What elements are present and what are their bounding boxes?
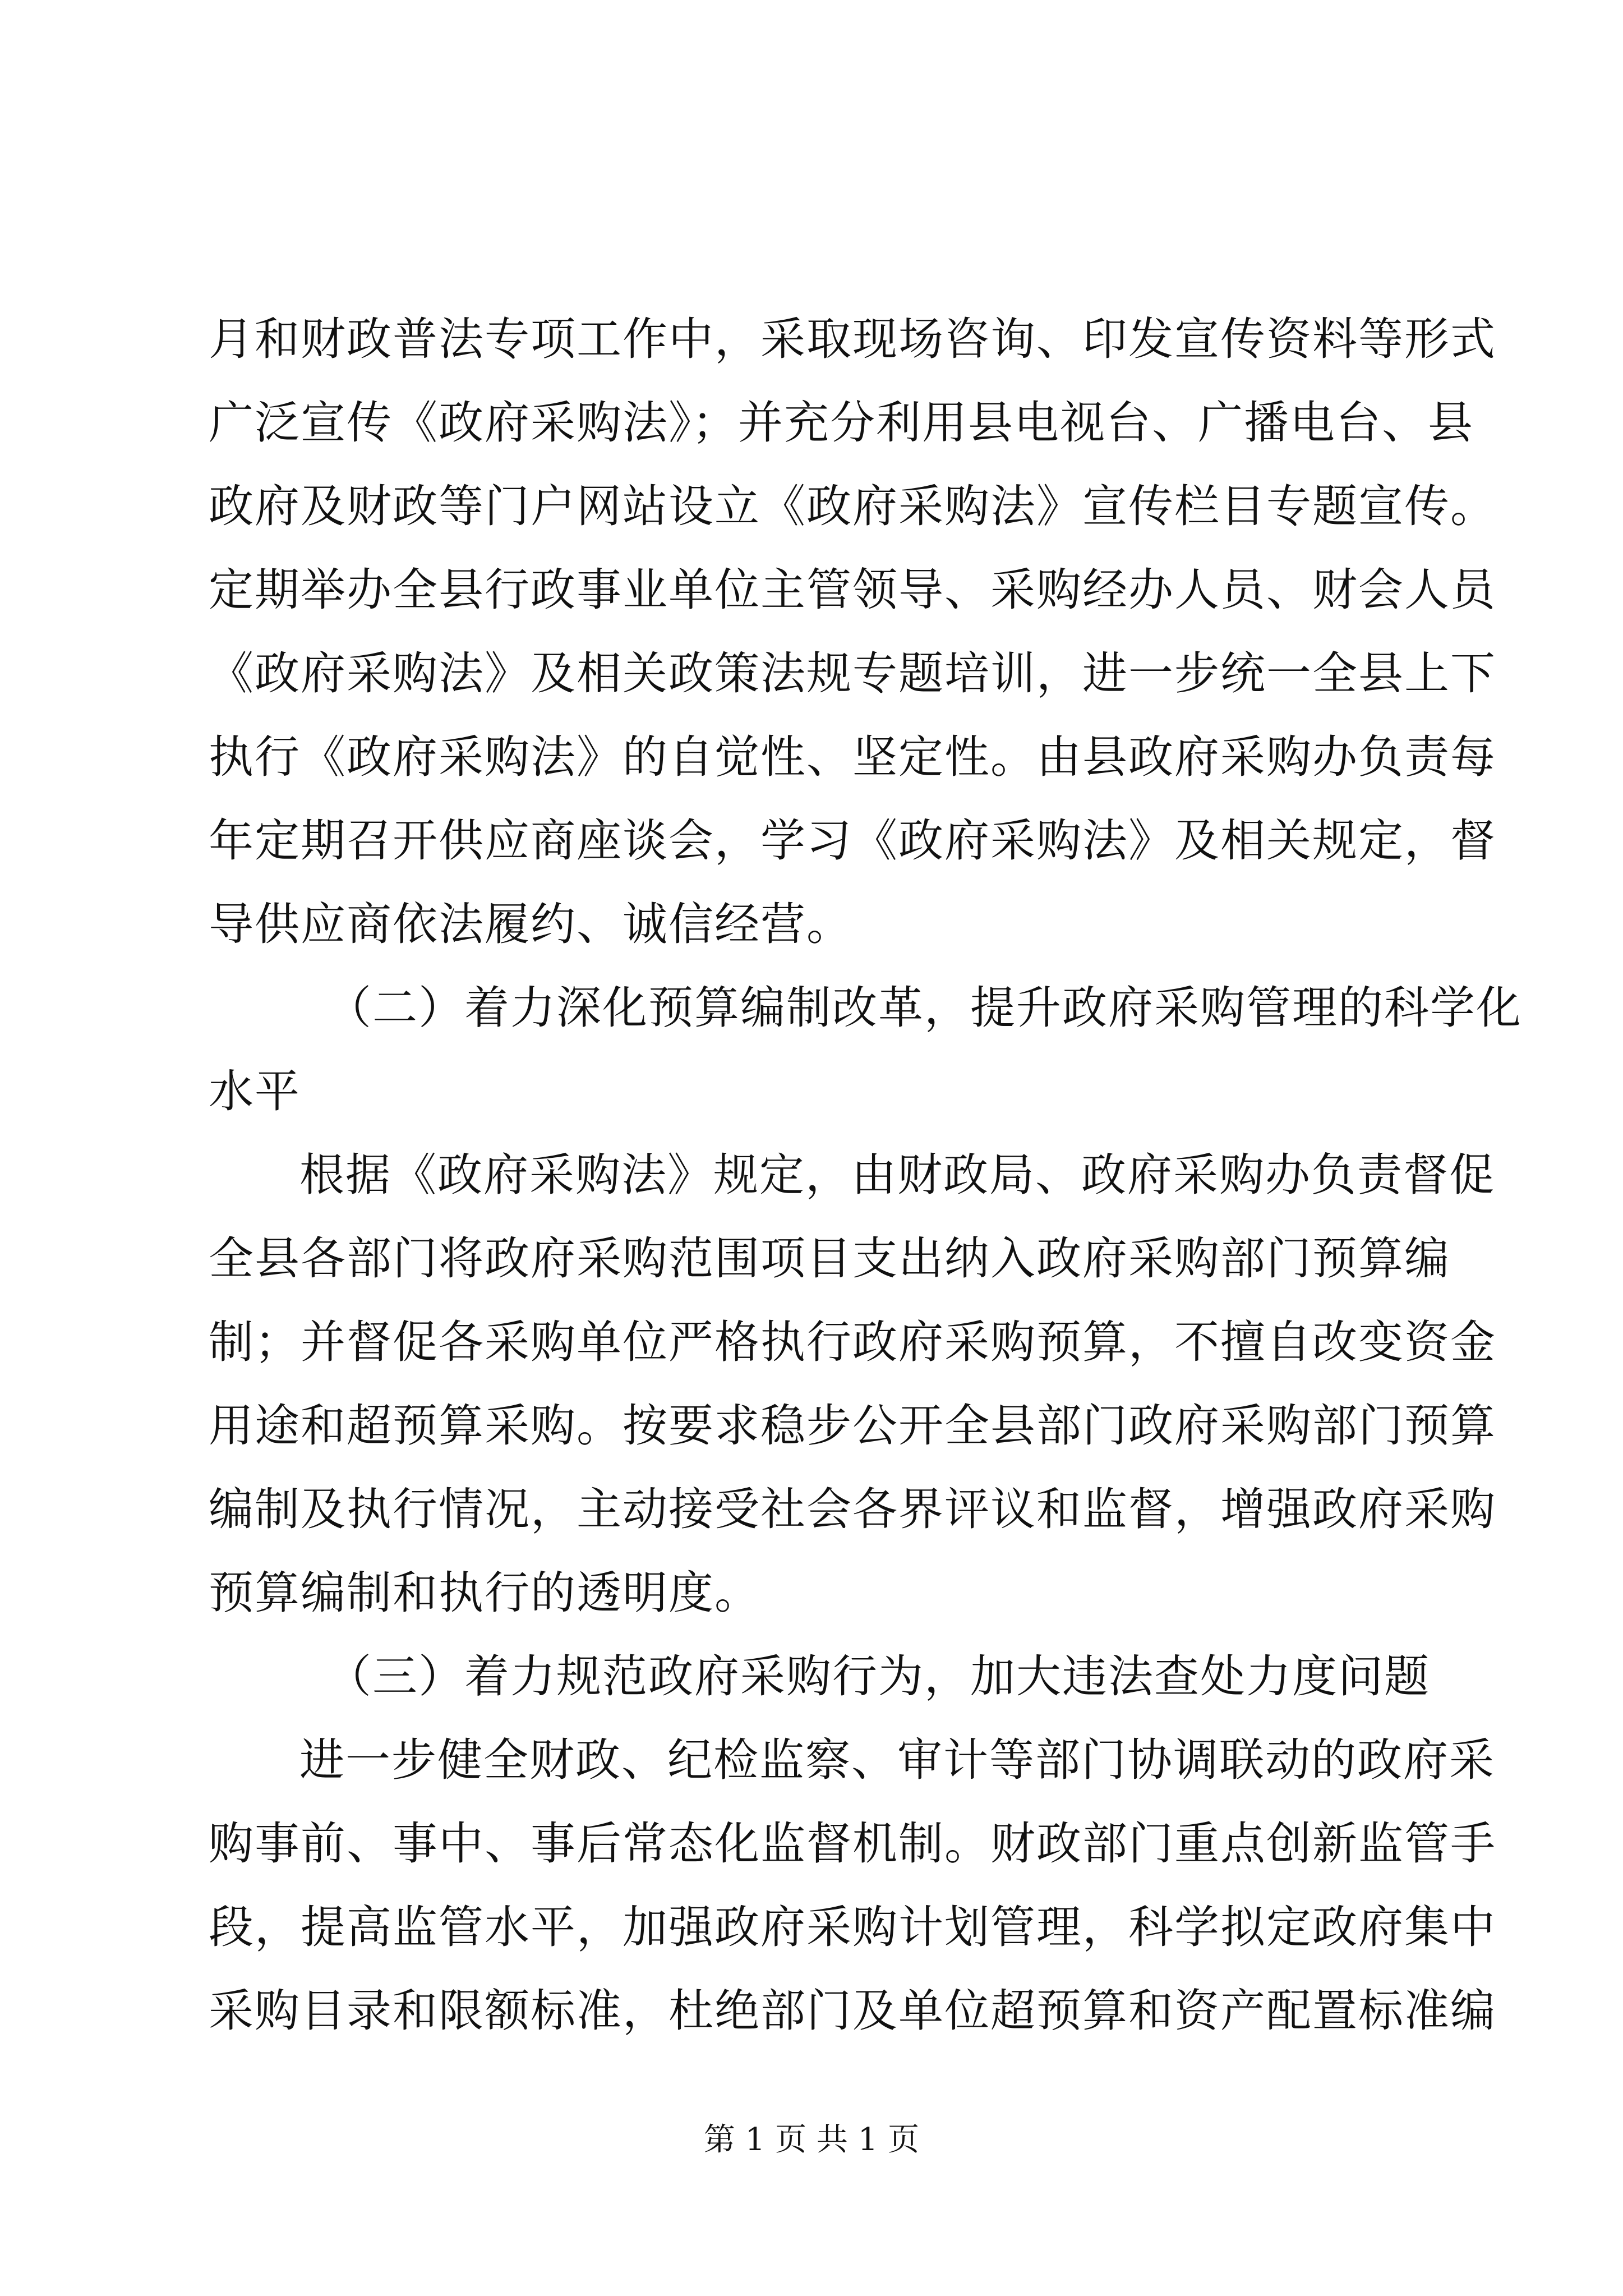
section-heading: （三）着力规范政府采购行为，加大违法查处力度问题: [326, 1650, 1430, 1703]
section-heading-continuation: 水平: [209, 1065, 301, 1117]
body-text-line: 进一步健全财政、纪检监察、审计等部门协调联动的政府采: [299, 1734, 1495, 1786]
body-text-line: 制；并督促各采购单位严格执行政府采购预算，不擅自改变资金: [209, 1316, 1496, 1368]
body-text-line: 广泛宣传《政府采购法》；并充分利用县电视台、广播电台、县: [209, 397, 1474, 449]
document-body: [209, 297, 1522, 2053]
body-text-line: 预算编制和执行的透明度。: [209, 1567, 760, 1619]
body-text-line: 《政府采购法》及相关政策法规专题培训，进一步统一全县上下: [209, 647, 1496, 700]
body-text-line: 根据《政府采购法》规定，由财政局、政府采购办负责督促: [299, 1149, 1495, 1201]
body-text-line: 年定期召开供应商座谈会，学习《政府采购法》及相关规定，督: [209, 815, 1496, 867]
body-text-line: 月和财政普法专项工作中，采取现场咨询、印发宣传资料等形式: [209, 313, 1496, 365]
body-text-line: 政府及财政等门户网站设立《政府采购法》宣传栏目专题宣传。: [209, 480, 1496, 532]
body-text-line: 全县各部门将政府采购范围项目支出纳入政府采购部门预算编: [209, 1232, 1450, 1285]
body-text-line: 定期举办全县行政事业单位主管领导、采购经办人员、财会人员: [209, 564, 1496, 616]
body-text-line: 购事前、事中、事后常态化监督机制。财政部门重点创新监管手: [209, 1818, 1496, 1870]
body-text-line: 编制及执行情况，主动接受社会各界评议和监督，增强政府采购: [209, 1483, 1496, 1535]
section-heading: （二）着力深化预算编制改革，提升政府采购管理的科学化: [326, 982, 1522, 1034]
body-text-line: 执行《政府采购法》的自觉性、坚定性。由县政府采购办负责每: [209, 731, 1496, 783]
page-number-footer: 第 1 页 共 1 页: [703, 2122, 920, 2158]
body-text-line: 用途和超预算采购。按要求稳步公开全县部门政府采购部门预算: [209, 1400, 1496, 1452]
body-text-line: 段，提高监管水平，加强政府采购计划管理，科学拟定政府集中: [209, 1901, 1496, 1953]
body-text-line: 导供应商依法履约、诚信经营。: [209, 898, 852, 950]
body-text-line: 采购目录和限额标准，杜绝部门及单位超预算和资产配置标准编: [209, 1985, 1496, 2037]
